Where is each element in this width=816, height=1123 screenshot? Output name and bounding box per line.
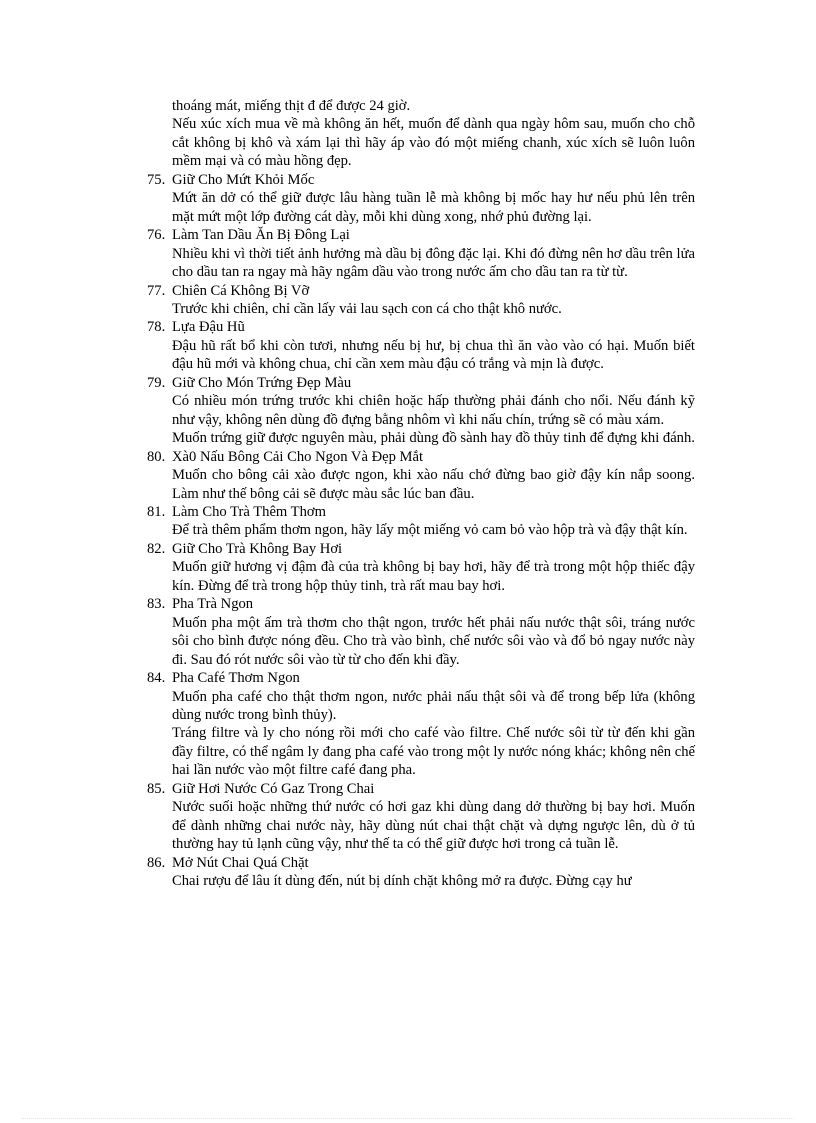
- tip-paragraph: Để trà thêm phẩm thơm ngon, hãy lấy một miếng vỏ cam bỏ vào hộp trà và đậy thật kín.: [172, 522, 688, 539]
- tip-number: 80.: [147, 448, 166, 465]
- intro-paragraph: Nếu xúc xích mua về mà không ăn hết, muốn để dành qua ngày hôm sau, muốn cho chỗ cắt không bị khô và xám lại thì hãy áp vào đó một miếng chanh, xúc xích sẽ luôn luôn mềm mại và có màu hồng đẹp.: [172, 116, 695, 170]
- tip-item: [147, 669, 695, 780]
- page-bottom-divider: [22, 1118, 794, 1119]
- tip-heading: [147, 448, 695, 466]
- tip-paragraph: Muốn trứng giữ được nguyên màu, phải dùng đồ sành hay đồ thủy tinh để đựng khi đánh.: [172, 430, 695, 447]
- tip-title: Lựa Đậu Hũ: [172, 319, 245, 336]
- tip-item: [147, 448, 695, 503]
- tip-title: Giữ Cho Trà Không Bay Hơi: [172, 540, 343, 557]
- tip-item: [147, 318, 695, 373]
- tip-heading: [147, 374, 695, 392]
- tip-paragraph: Nhiều khi vì thời tiết ảnh hưởng mà dầu bị đông đặc lại. Khi đó đừng nên hơ dầu trên lửa cho dầu tan ra ngay mà hãy ngâm dầu vào trong nước ấm cho dầu tan ra từ từ.: [172, 245, 695, 281]
- tip-number: 84.: [147, 670, 166, 687]
- tip-heading: [147, 669, 695, 687]
- tip-number: 82.: [147, 540, 166, 557]
- tip-title: Giữ Cho Món Trứng Đẹp Màu: [172, 374, 352, 391]
- tip-item: [147, 780, 695, 854]
- tip-item: [147, 374, 695, 448]
- tip-paragraph: Muốn giữ hương vị đậm đà của trà không bị bay hơi, hãy để trà trong một hộp thiếc đậy kín. Đừng để trà trong hộp thủy tinh, trà rất mau bay hơi.: [172, 559, 695, 594]
- tip-item: [147, 540, 695, 595]
- intro-section: [147, 97, 695, 171]
- tip-paragraph: Muốn cho bông cải xào được ngon, khi xào nấu chớ đừng bao giờ đậy kín nắp soong. Làm như thế bông cải sẽ được màu sắc lúc ban đầu.: [172, 467, 695, 502]
- tip-title: Làm Cho Trà Thêm Thơm: [172, 503, 326, 520]
- tip-heading: [147, 540, 695, 558]
- tip-item: [147, 595, 695, 669]
- tip-paragraph: Chai rượu để lâu ít dùng đến, nút bị dính chặt không mở ra được. Đừng cạy hư: [172, 873, 632, 890]
- tip-number: 78.: [147, 319, 166, 336]
- tip-number: 81.: [147, 503, 166, 520]
- tip-title: Giữ Hơi Nước Có Gaz Trong Chai: [172, 780, 375, 797]
- tip-title: Chiên Cá Không Bị Vỡ: [172, 282, 310, 299]
- tip-number: 83.: [147, 596, 166, 613]
- tip-heading: [147, 282, 695, 300]
- tip-item: [147, 226, 695, 281]
- tip-paragraph: Nước suối hoặc những thứ nước có hơi gaz khi dùng dang dở thường bị bay hơi. Muốn để dành những chai nước này, hãy dùng nút chai thật chặt và dựng ngược lên, dù ở tủ thường hay tủ lạnh cũng vậy, như thế ta có thể giữ được hơi trong cả tuần lễ.: [172, 799, 695, 853]
- tip-paragraph: Trước khi chiên, chỉ cần lấy vải lau sạch con cá cho thật khô nước.: [172, 300, 562, 317]
- intro-paragraph: thoáng mát, miếng thịt đ để được 24 giờ.: [172, 98, 411, 114]
- tip-paragraph: Muốn pha café cho thật thơm ngon, nước phải nấu thật sôi và để trong bếp lửa (không dùng nước trong bình thủy).: [172, 688, 695, 723]
- tip-paragraph: Đậu hũ rất bổ khi còn tươi, nhưng nếu bị hư, bị chua thì ăn vào vào có hại. Muốn biết đậu hũ mới và không chua, chỉ cần xem màu đậu có trắng và mịn là được.: [172, 337, 695, 373]
- tip-heading: [147, 171, 695, 189]
- tip-heading: [147, 226, 695, 244]
- tip-heading: [147, 318, 695, 336]
- tip-title: Mở Nút Chai Quá Chặt: [172, 854, 309, 871]
- tips-list: [147, 171, 695, 891]
- tip-heading: [147, 595, 695, 613]
- tip-number: 75.: [147, 171, 166, 188]
- tip-item: [147, 854, 695, 891]
- tip-number: 77.: [147, 282, 166, 299]
- tip-title: Xà0 Nấu Bông Cải Cho Ngon Và Đẹp Mắt: [172, 448, 424, 465]
- tip-item: [147, 171, 695, 226]
- tip-heading: [147, 503, 695, 521]
- page-body: [147, 97, 695, 890]
- tip-number: 85.: [147, 780, 166, 797]
- tip-title: Pha Café Thơm Ngon: [172, 670, 300, 687]
- tip-title: Pha Trà Ngon: [172, 596, 254, 613]
- tip-heading: [147, 854, 695, 872]
- tip-paragraph: Muốn pha một ấm trà thơm cho thật ngon, trước hết phải nấu nước thật sôi, tráng nước sôi cho bình được nóng đều. Cho trà vào bình, chế nước sôi vào và đổ bỏ ngay nước này đi. Sau đó rót nước sôi vào từ từ cho đến khi đầy.: [172, 614, 695, 668]
- tip-number: 79.: [147, 374, 166, 391]
- tip-number: 86.: [147, 854, 166, 871]
- tip-title: Làm Tan Dầu Ăn Bị Đông Lại: [172, 227, 350, 244]
- tip-paragraph: Tráng filtre và ly cho nóng rồi mới cho café vào filtre. Chế nước sôi từ từ đến khi gần đầy filtre, có thể ngâm ly đang pha café vào trong một ly nước nóng khác; không nên chế hai lần nước vào một filtre café đang pha.: [172, 725, 695, 779]
- tip-item: [147, 282, 695, 319]
- tip-paragraph: Có nhiều món trứng trước khi chiên hoặc hấp thường phải đánh cho nổi. Nếu đánh kỹ như vậy, không nên dùng đồ đựng bằng nhôm vì khi nấu chín, trứng sẽ có màu xám.: [172, 393, 695, 428]
- tip-number: 76.: [147, 227, 166, 244]
- tip-heading: [147, 780, 695, 798]
- tip-item: [147, 503, 695, 540]
- tip-title: Giữ Cho Mứt Khỏi Mốc: [172, 171, 315, 188]
- tip-paragraph: Mứt ăn dở có thể giữ được lâu hàng tuần lễ mà không bị mốc hay hư nếu phủ lên trên mặt mứt một lớp đường cát dày, mỗi khi dùng xong, nhớ phủ đường lại.: [172, 190, 695, 225]
